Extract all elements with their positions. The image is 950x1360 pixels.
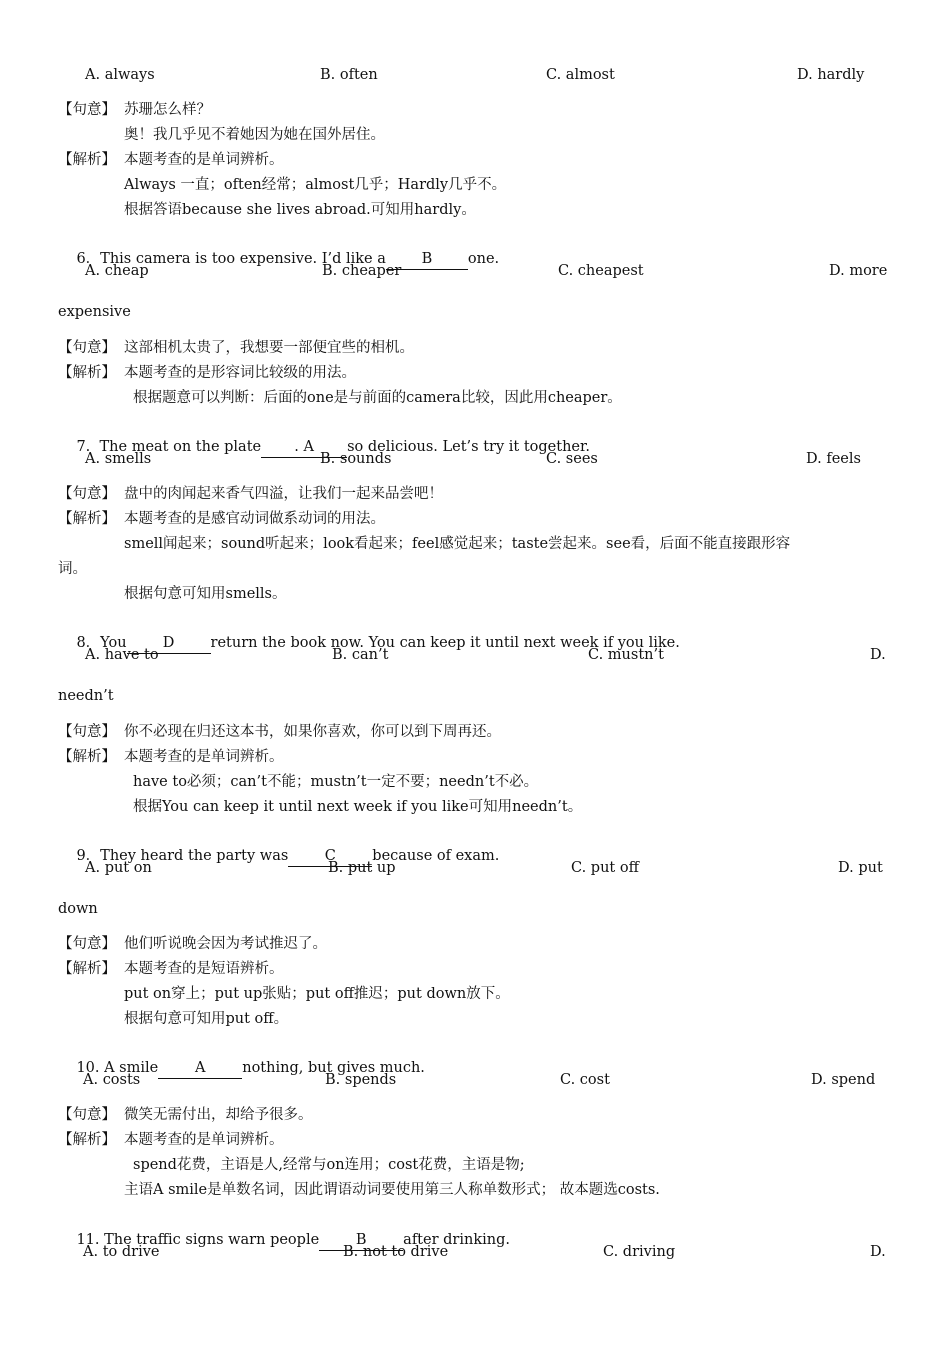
answer-blank[interactable]: B <box>319 1230 403 1251</box>
q5-meaning <box>0 98 950 122</box>
stem-before: 9．They heard the party was <box>76 848 289 864</box>
meaning-text: 盘中的肉闻起来香气四溢，让我们一起来品尝吧！ <box>124 486 443 502</box>
q8-analysis <box>0 745 950 769</box>
q5-analysis-2 <box>0 173 950 197</box>
q6-analysis-2 <box>0 386 950 410</box>
q7-analysis-2 <box>0 532 950 556</box>
q11-stem <box>0 1204 950 1248</box>
meaning-label: 【句意】 <box>58 340 116 356</box>
q10-analysis <box>0 1128 950 1152</box>
analysis-label: 【解析】 <box>58 749 116 765</box>
q8-option-b[interactable]: B. can’t <box>332 647 389 663</box>
stem-before: 11. The traffic signs warn people <box>76 1232 320 1248</box>
analysis-text: 本题考查的是形容词比较级的用法。 <box>124 365 356 381</box>
meaning-label: 【句意】 <box>58 936 116 952</box>
option-continuation: down <box>58 901 98 917</box>
q8-option-a[interactable]: A. have to <box>85 647 159 663</box>
q5-meaning-2 <box>0 123 950 147</box>
q11-options <box>0 1240 950 1264</box>
analysis-text: 根据答语because she lives abroad.可知用hardly。 <box>124 202 476 218</box>
analysis-text: have to必须；can’t不能；mustn’t一定不要；needn’t不必。 <box>133 774 539 790</box>
analysis-label: 【解析】 <box>58 961 116 977</box>
q8-option-c[interactable]: C. mustn’t <box>588 647 664 663</box>
q6-analysis <box>0 361 950 385</box>
q7-analysis-3 <box>0 582 950 606</box>
stem-after: because of exam. <box>372 848 500 864</box>
stem-before: 8．You <box>76 635 127 651</box>
q9-stem <box>0 820 950 864</box>
q8-meaning <box>0 720 950 744</box>
q6-options <box>0 259 950 283</box>
meaning-text: 你不必现在归还这本书，如果你喜欢，你可以到下周再还。 <box>124 724 501 740</box>
analysis-text: 本题考查的是单词辨析。 <box>124 1132 284 1148</box>
q7-option-c[interactable]: C. sees <box>546 451 598 467</box>
analysis-text: 根据题意可以判断：后面的one是与前面的camera比较，因此用cheaper。 <box>133 390 622 406</box>
stem-after: so delicious. Let’s try it together. <box>347 439 590 455</box>
stem-after: one. <box>467 251 500 267</box>
q7-option-b[interactable]: B. sounds <box>320 451 392 467</box>
meaning-text: 这部相机太贵了，我想要一部便宜些的相机。 <box>124 340 414 356</box>
q6-option-d[interactable]: D. more <box>829 263 888 279</box>
q6-meaning <box>0 336 950 360</box>
q7-stem <box>0 411 950 455</box>
meaning-label: 【句意】 <box>58 486 116 502</box>
q8-analysis-3 <box>0 795 950 819</box>
analysis-text: 本题考查的是短语辨析。 <box>124 961 284 977</box>
analysis-text: put on穿上；put up张贴；put off推迟；put down放下。 <box>124 986 510 1002</box>
q10-analysis-2 <box>0 1153 950 1177</box>
q11-option-c[interactable]: C. driving <box>603 1244 676 1260</box>
answer-blank[interactable]: C <box>288 846 372 867</box>
q10-analysis-3 <box>0 1178 950 1202</box>
stem-before: 10. A smile <box>76 1060 159 1076</box>
analysis-text: Always 一直；often经常；almost几乎；Hardly几乎不。 <box>124 177 507 193</box>
q9-option-d[interactable]: D. put <box>838 860 883 876</box>
q11-option-b[interactable]: B. not to drive <box>343 1244 449 1260</box>
analysis-text: 本题考查的是单词辨析。 <box>124 749 284 765</box>
meaning-label: 【句意】 <box>58 724 116 740</box>
q5-analysis <box>0 148 950 172</box>
q5-option-d[interactable]: D. hardly <box>797 67 865 83</box>
q8-analysis-2 <box>0 770 950 794</box>
q9-option-a[interactable]: A. put on <box>85 860 152 876</box>
answer-blank[interactable]: B <box>386 249 468 270</box>
q10-option-a[interactable]: A. costs <box>83 1072 141 1088</box>
analysis-label: 【解析】 <box>58 1132 116 1148</box>
meaning-label: 【句意】 <box>58 1107 116 1123</box>
answer-blank[interactable]: . A <box>261 437 347 458</box>
q9-meaning <box>0 932 950 956</box>
meaning-text: 他们听说晚会因为考试推迟了。 <box>124 936 327 952</box>
q10-meaning <box>0 1103 950 1127</box>
q6-stem <box>0 223 950 267</box>
stem-before: 7. The meat on the plate <box>76 439 262 455</box>
q5-option-b[interactable]: B. often <box>320 67 378 83</box>
q8-option-d[interactable]: D. <box>870 647 886 663</box>
q8-option-wrap <box>0 684 950 708</box>
q5-analysis-3 <box>0 198 950 222</box>
q10-option-c[interactable]: C. cost <box>560 1072 610 1088</box>
stem-after: nothing, but gives much. <box>242 1060 425 1076</box>
q5-options <box>0 63 950 87</box>
option-continuation: needn’t <box>58 688 114 704</box>
option-continuation: expensive <box>58 304 131 320</box>
analysis-label: 【解析】 <box>58 365 116 381</box>
answer-blank[interactable]: A <box>158 1058 242 1079</box>
q7-options <box>0 447 950 471</box>
analysis-text: 根据You can keep it until next week if you like可知用needn’t。 <box>133 799 583 815</box>
q6-option-c[interactable]: C. cheapest <box>558 263 644 279</box>
q7-meaning <box>0 482 950 506</box>
q9-options <box>0 856 950 880</box>
analysis-label: 【解析】 <box>58 152 116 168</box>
q11-option-d[interactable]: D. <box>870 1244 886 1260</box>
q9-analysis-2 <box>0 982 950 1006</box>
analysis-text: 根据句意可知用put off。 <box>124 1011 289 1027</box>
meaning-text: 苏珊怎么样？ <box>124 102 211 118</box>
q7-analysis-2-wrap <box>0 557 950 581</box>
analysis-text: 本题考查的是单词辨析。 <box>124 152 284 168</box>
meaning-label: 【句意】 <box>58 102 116 118</box>
analysis-text: 本题考查的是感官动词做系动词的用法。 <box>124 511 385 527</box>
q7-option-a[interactable]: A. smells <box>85 451 152 467</box>
q9-option-wrap <box>0 897 950 921</box>
analysis-text: spend花费，主语是人,经常与on连用；cost花费，主语是物; <box>133 1157 525 1173</box>
q10-stem <box>0 1032 950 1076</box>
q6-option-a[interactable]: A. cheap <box>85 263 149 279</box>
analysis-text: 主语A smile是单数名词，因此谓语动词要使用第三人称单数形式； 故本题选costs. <box>124 1182 660 1198</box>
q9-analysis <box>0 957 950 981</box>
q6-option-wrap <box>0 300 950 324</box>
q8-options <box>0 643 950 667</box>
q7-option-d[interactable]: D. feels <box>806 451 861 467</box>
q10-option-b[interactable]: B. spends <box>325 1072 397 1088</box>
q9-option-b[interactable]: B. put up <box>328 860 396 876</box>
q9-analysis-3 <box>0 1007 950 1031</box>
meaning-text: 微笑无需付出，却给予很多。 <box>124 1107 313 1123</box>
analysis-label: 【解析】 <box>58 511 116 527</box>
analysis-text: 根据句意可知用smells。 <box>124 586 287 602</box>
q5-option-c[interactable]: C. almost <box>546 67 615 83</box>
answer-blank[interactable]: D <box>127 633 211 654</box>
stem-after: after drinking. <box>403 1232 510 1248</box>
q6-option-b[interactable]: B. cheaper <box>322 263 402 279</box>
analysis-text: smell闻起来；sound听起来；look看起来；feel感觉起来；taste尝起来。see看，后面不能直接跟形容 <box>124 536 791 552</box>
q8-stem <box>0 607 950 651</box>
stem-before: 6．This camera is too expensive. I’d like a <box>76 251 386 267</box>
q11-option-a[interactable]: A. to drive <box>83 1244 160 1260</box>
q10-options <box>0 1068 950 1092</box>
q7-analysis <box>0 507 950 531</box>
q9-option-c[interactable]: C. put off <box>571 860 639 876</box>
analysis-text: 词。 <box>58 561 87 577</box>
q10-option-d[interactable]: D. spend <box>811 1072 876 1088</box>
q5-option-a[interactable]: A. always <box>85 67 155 83</box>
stem-after: return the book now. You can keep it until next week if you like. <box>210 635 680 651</box>
meaning-text: 奥！我几乎见不着她因为她在国外居住。 <box>124 127 385 143</box>
